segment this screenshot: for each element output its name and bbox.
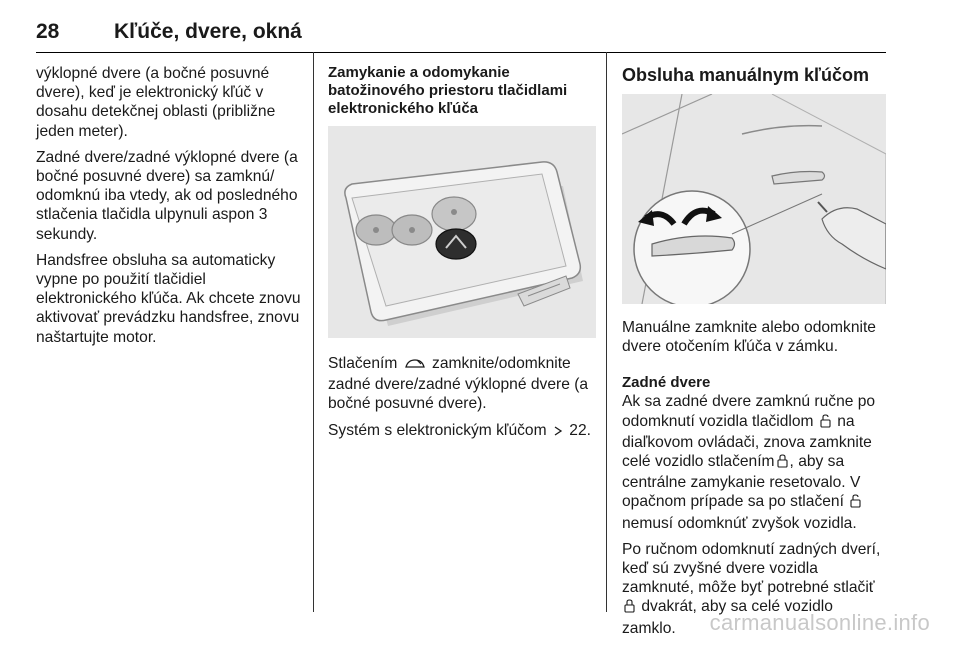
column-right bbox=[622, 64, 890, 645]
unlock-padlock-icon bbox=[850, 494, 861, 513]
column-divider-2 bbox=[606, 52, 607, 612]
text-run: na diaľkovom ovládači, znova zamknite celé vozidlo stlačením bbox=[622, 412, 872, 471]
unlock-padlock-icon bbox=[820, 414, 831, 433]
watermark: carmanualsonline.info bbox=[709, 610, 930, 635]
tailgate-button-highlighted bbox=[436, 229, 476, 259]
paragraph bbox=[622, 392, 890, 532]
subsection-heading-rear-doors: Zadné dvere bbox=[622, 374, 711, 392]
text-run: Stlačením bbox=[328, 355, 398, 372]
trunk-button-icon bbox=[404, 356, 426, 375]
text-run: , aby sa centrálne zamykanie resetovalo. V opačnom prípade sa po stlačení bbox=[622, 453, 861, 511]
key-card-drawing bbox=[328, 126, 596, 338]
figure-caption: Manuálne zamknite alebo odomknite dvere otočením kľúča v zámku. bbox=[622, 319, 876, 356]
text-run: Ak sa zadné dvere zamknú ručne po odomknutí vozidla tlačidlom bbox=[622, 393, 876, 430]
page-reference[interactable]: 22. bbox=[569, 421, 591, 439]
page-number: 28 bbox=[36, 20, 60, 43]
paragraph: Zadné dvere/zadné výklopné dvere (a bočné posuvné dvere) sa zamknú/ odomknú iba vtedy, ak od posledného stlačenia tlačidla ulpynuli aspon 3 sekundy. bbox=[36, 148, 298, 243]
text-run: nemusí odomknúť zvyšok vozidla. bbox=[622, 514, 857, 532]
door-handle-drawing bbox=[622, 94, 886, 304]
lock-padlock-icon bbox=[777, 454, 788, 473]
manual-key-illustration bbox=[622, 94, 886, 304]
paragraph bbox=[328, 421, 596, 442]
text-run: dvakrát, aby sa celé vozidlo zamklo. bbox=[622, 598, 833, 637]
column-middle bbox=[328, 64, 596, 449]
section-heading-key-buttons: Zamykanie a odomykanie batožinového priestoru tlačidlami elektronického kľúča bbox=[328, 64, 568, 117]
text-run: zamknite/odomknite zadné dvere/zadné výklopné dvere (a bočné posuvné dvere). bbox=[328, 355, 589, 413]
text-run: Systém s elektronickým kľúčom bbox=[328, 421, 547, 439]
paragraph: Handsfree obsluha sa automaticky vypne po použití tlačidiel elektronického kľúča. Ak chcete znovu aktivovať prevádzku handsfree, znovu naštartujte motor. bbox=[36, 251, 301, 346]
chapter-title: Kľúče, dvere, okná bbox=[114, 20, 302, 43]
text-run: Po ručnom odomknutí zadných dverí, keď sú zvyšné dvere vozidla zamknuté, môže byť potrebné stlačiť bbox=[622, 540, 881, 597]
page-header bbox=[36, 18, 886, 53]
column-left bbox=[36, 64, 304, 354]
page-reference-arrow-icon bbox=[553, 423, 563, 442]
column-divider-1 bbox=[313, 52, 314, 612]
lock-padlock-icon bbox=[624, 599, 635, 618]
electronic-key-illustration bbox=[328, 126, 596, 338]
paragraph bbox=[328, 354, 596, 414]
paragraph: výklopné dvere (a bočné posuvné dvere), keď je elektronický kľúč v dosahu detekčnej oblasti (približne jeden meter). bbox=[36, 65, 276, 140]
section-heading-manual-key: Obsluha manuálnym kľúčom bbox=[622, 65, 869, 85]
